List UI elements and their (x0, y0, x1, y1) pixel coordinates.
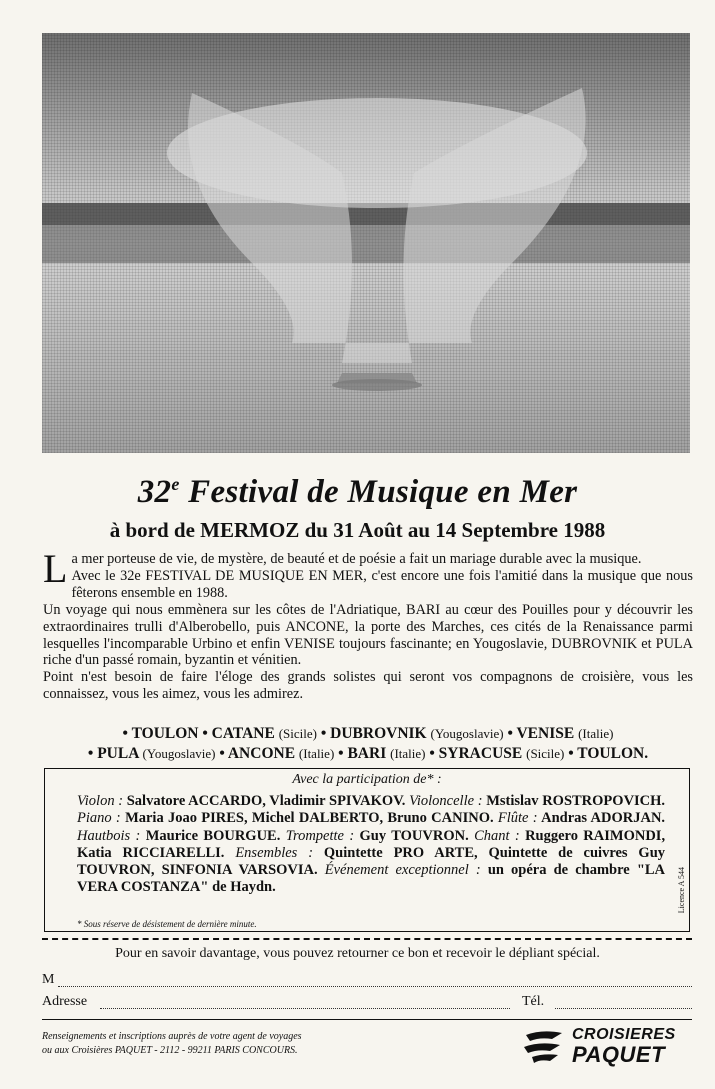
port-catane: CATANE (211, 725, 275, 742)
participants-heading: Avec la participation de* : (292, 772, 442, 787)
intro-paragraph-3: Un voyage qui nous emmènera sur les côtes de l'Adriatique, BARI au cœur des Pouilles pour y découvrir les extraordinaires trulli d'Alberobello, puis ANCONE, la porte des Marches, ces cités de la Renaissance parmi lesquelles l'incomparable Urbino et enfin VENISE toujours fascinante; en Yougoslavie, DUBROVNIK et PULA riche d'un passé romain, byzantin et vénitien. (43, 601, 693, 669)
flute-soloist: Andras ADORJAN. (541, 810, 666, 827)
festival-title (0, 474, 715, 511)
participants-list: Violon : Salvatore ACCARDO, Vladimir SPIVAKOV. Violoncelle : Mstislav ROSTROPOVICH. Piano : Maria Joao PIRES, Michel DALBERTO, Bruno CANINO. Flûte : Andras ADORJAN. Hautbois : Maurice BOURGUE. Trompette : Guy TOUVRON. Chant : Ruggero RAIMONDI, Katia RICCIARELLI. Ensembles : Quintette PRO ARTE, Quintette de cuivres Guy TOUVRON, SINFONIA VARSOVIA. Événement exceptionnel : un opéra de chambre "LA VERA COSTANZA" de Haydn. (77, 793, 666, 896)
address-field[interactable] (100, 1008, 510, 1009)
port-toulon: TOULON (131, 725, 199, 742)
itinerary (43, 724, 693, 764)
port-venise: VENISE (516, 725, 575, 742)
licence-number: Licence A 544 (677, 867, 686, 914)
piano-soloists: Maria Joao PIRES, Michel DALBERTO, Bruno CANINO. (125, 810, 494, 827)
booking-info: Renseignements et inscriptions auprès de votre agent de voyages ou aux Croisières PAQUET - 2112 - 99211 PARIS CONCOURS. (42, 1031, 302, 1056)
itinerary-line-1: • TOULON • CATANE (Sicile) • DUBROVNIK (Yougoslavie) • VENISE (Italie) (122, 725, 614, 742)
glass-sculpture-illustration (42, 33, 690, 453)
footnote: * Sous réserve de désistement de dernière minute. (77, 919, 257, 929)
violin-soloists: Salvatore ACCARDO, Vladimir SPIVAKOV. (126, 793, 406, 809)
festival-subtitle: à bord de MERMOZ du 31 Août au 14 Septembre 1988 (109, 518, 606, 542)
hero-photo (42, 33, 690, 453)
port-syracuse: SYRACUSE (438, 745, 523, 762)
special-event: un opéra de chambre "LA VERA COSTANZA" de Haydn. (77, 862, 666, 896)
croisieres-paquet-logo (522, 1025, 692, 1067)
logo-text-paquet: PAQUET (572, 1042, 666, 1067)
drop-cap: L (43, 546, 68, 591)
intro-paragraph-2: Avec le 32e FESTIVAL DE MUSIQUE EN MER, c'est encore une fois l'amitié dans la musique que nous fêterons ensemble en 1988. (71, 567, 693, 601)
port-dubrovnik: DUBROVNIK (330, 725, 427, 742)
footer-divider (42, 1019, 692, 1020)
phone-label: Tél. (522, 994, 545, 1009)
logo-text-croisieres: CROISIERES (572, 1026, 676, 1043)
festival-name: Festival de Musique en Mer (179, 474, 578, 510)
intro-text (43, 546, 693, 703)
intro-paragraph-1: La mer porteuse de vie, de mystère, de beauté et de poésie a fait un mariage durable avec la musique. (43, 546, 642, 591)
port-toulon-return: TOULON (577, 745, 645, 762)
cello-soloist: Mstislav ROSTROPOVICH. (486, 793, 666, 809)
festival-number-suffix: e (171, 474, 180, 494)
trumpet-soloist: Guy TOUVRON. (359, 827, 469, 844)
phone-field[interactable] (555, 1008, 692, 1009)
address-label: Adresse (42, 994, 88, 1009)
coupon-intro: Pour en savoir davantage, vous pouvez retourner ce bon et recevoir le dépliant spécial. (115, 946, 600, 961)
name-label: M (42, 972, 55, 987)
paquet-bird-icon (522, 1027, 570, 1067)
festival-number: 32 (137, 474, 172, 510)
itinerary-line-2: • PULA (Yougoslavie) • ANCONE (Italie) • BARI (Italie) • SYRACUSE (Sicile) • TOULON. (87, 745, 649, 762)
participants-box (44, 768, 690, 932)
port-ancone: ANCONE (227, 745, 296, 762)
oboe-soloist: Maurice BOURGUE. (145, 827, 281, 844)
port-pula: PULA (97, 745, 139, 762)
port-bari: BARI (347, 745, 387, 762)
cut-line (42, 938, 692, 940)
intro-paragraph-4: Point n'est besoin de faire l'éloge des grands solistes qui seront vos compagnons de croisière, vous les connaissez, vous les aimez, vous les admirez. (43, 669, 693, 703)
name-field[interactable] (58, 986, 692, 987)
ensembles: Quintette PRO ARTE, Quintette de cuivres Guy TOUVRON, SINFONIA VARSOVIA. (77, 844, 666, 879)
singers: Ruggero RAIMONDI, Katia RICCIARELLI. (77, 827, 666, 861)
